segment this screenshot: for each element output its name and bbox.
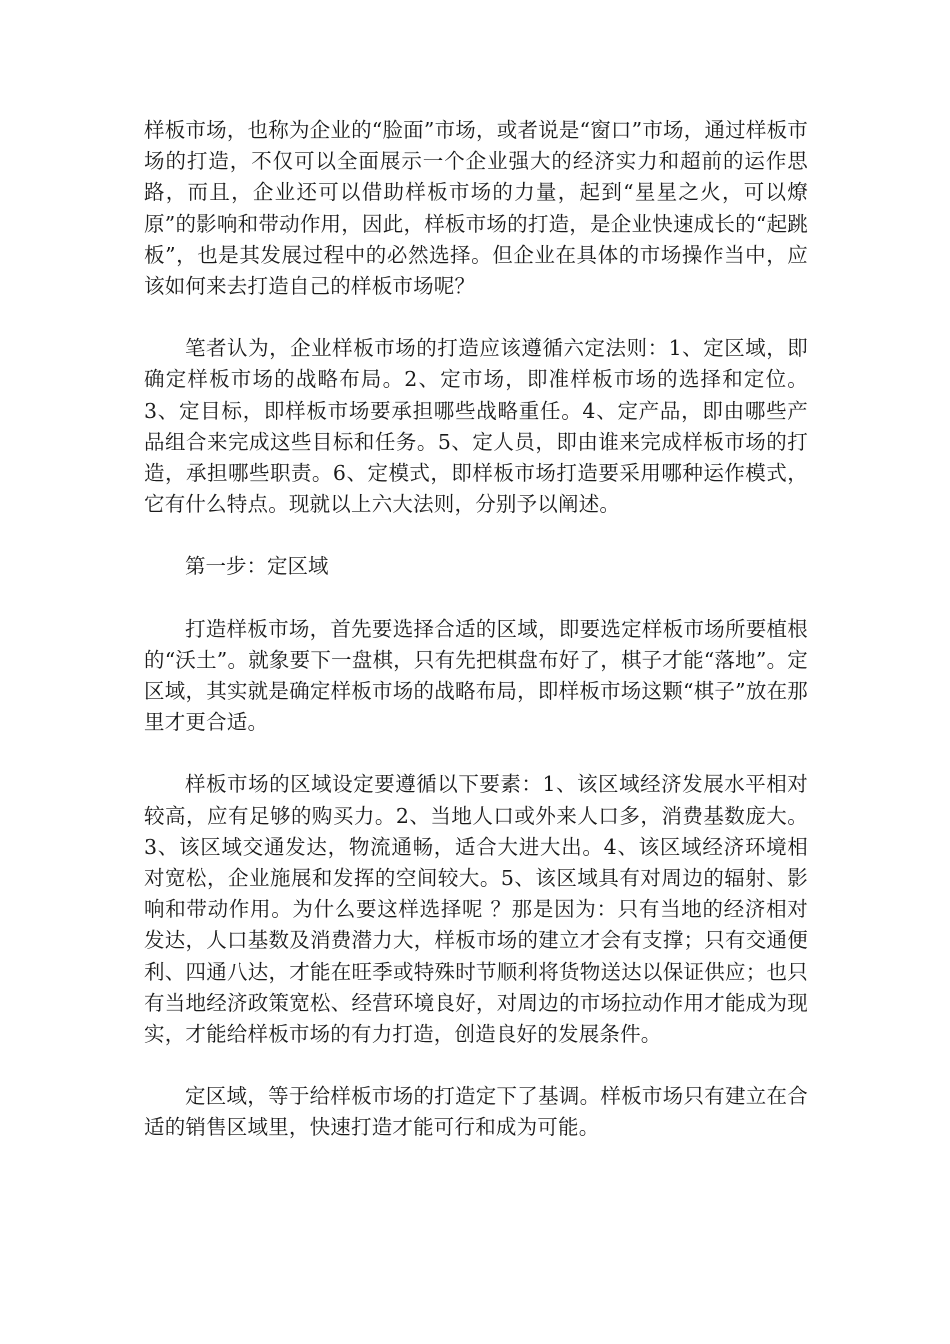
section-heading-step-one: 第一步：定区域 [185,554,329,579]
paragraph-region-conclusion: 定区域，等于给样板市场的打造定下了基调。样板市场只有建立在合适的销售区域里，快速打造才能可行和成为可能。 [144,1084,808,1140]
paragraph-spacer [144,583,808,614]
paragraph-six-rules: 笔者认为，企业样板市场的打造应该遵循六定法则：1、定区域，即确定样板市场的战略布局。2、定市场，即准样板市场的选择和定位。3、定目标，即样板市场要承担哪些战略重任。4、定产品，即由哪些产品组合来完成这些目标和任务。5、定人员，即由谁来完成样板市场的打造，承担哪些职责。6、定模式，即样板市场打造要采用哪种运作模式，它有什么特点。现就以上六大法则，分别予以阐述。 [144,336,808,517]
paragraph-spacer [144,738,808,769]
paragraph-intro: 样板市场，也称为企业的“脸面”市场，或者说是“窗口”市场，通过样板市场的打造，不仅可以全面展示一个企业强大的经济实力和超前的运作思路，而且，企业还可以借助样板市场的力量，起到“星星之火，可以燎原”的影响和带动作用，因此，样板市场的打造，是企业快速成长的“起跳板”，也是其发展过程中的必然选择。但企业在具体的市场操作当中，应该如何来去打造自己的样板市场呢？ [144,118,808,299]
paragraph-region-criteria: 样板市场的区域设定要遵循以下要素：1、该区域经济发展水平相对较高，应有足够的购买力。2、当地人口或外来人口多，消费基数庞大。3、该区域交通发达，物流通畅，适合大进大出。4、该区域经济环境相对宽松，企业施展和发挥的空间较大。5、该区域具有对周边的辐射、影响和带动作用。为什么要这样选择呢 ？那是因为：只有当地的经济相对发达，人口基数及消费潜力大，样板市场的建立才会有支撑；只有交通便利、四通八达，才能在旺季或特殊时节顺利将货物送达以保证供应；也只有当地经济政策宽松、经营环境良好，对周边的市场拉动作用才能成为现实，才能给样板市场的有力打造，创造良好的发展条件。 [144,772,808,1047]
paragraph-spacer [144,520,808,551]
paragraph-choose-region: 打造样板市场，首先要选择合适的区域，即要选定样板市场所要植根的“沃土”。就象要下一盘棋，只有先把棋盘布好了，棋子才能“落地”。定区域，其实就是确定样板市场的战略布局，即样板市场这颗“棋子”放在那里才更合适。 [144,616,808,735]
paragraph-spacer [144,302,808,333]
document-body [144,115,808,1144]
paragraph-spacer [144,1050,808,1081]
